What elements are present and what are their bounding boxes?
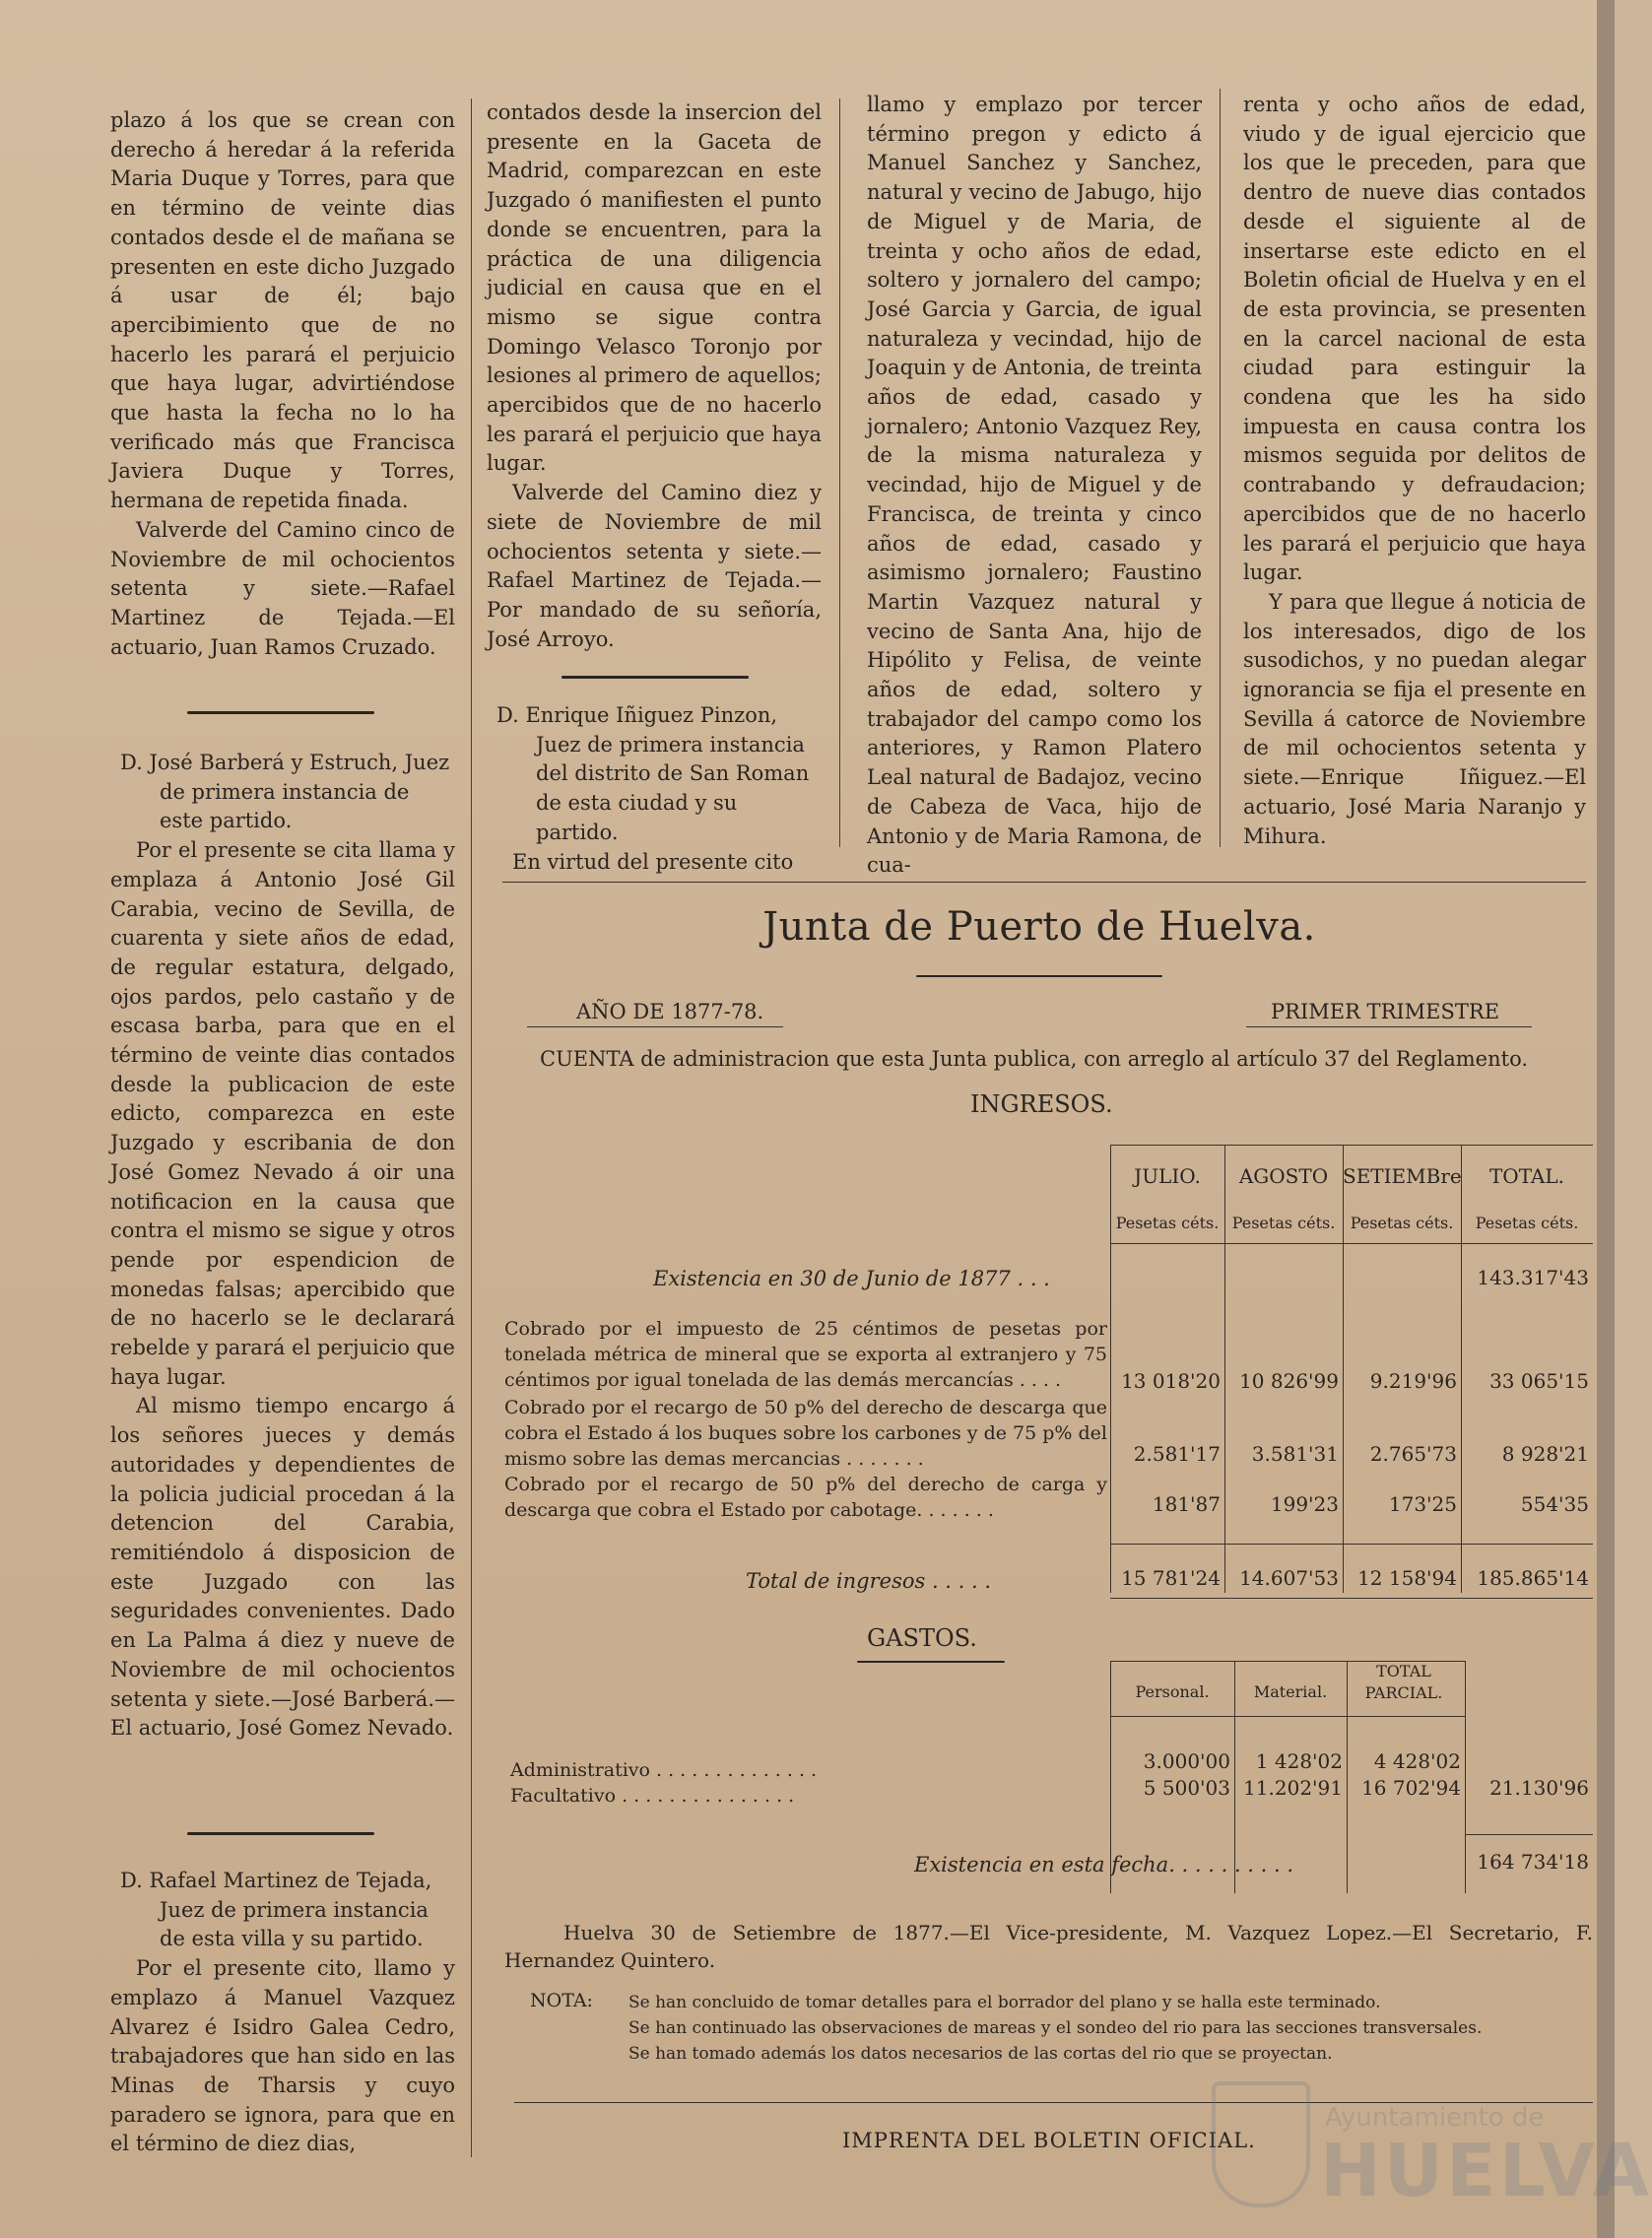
- unit-label: Pesetas céts.: [1475, 1214, 1579, 1232]
- total-ingresos-label: Total de ingresos . . . . .: [746, 1569, 992, 1593]
- col2-edict-heading: D. Enrique Iñiguez Pinzon, Juez de primera instancia del distrito de San Roman de esta ciudad y su partido.: [496, 703, 810, 844]
- ayuntamiento-watermark: [1212, 2064, 1652, 2231]
- col1-edict-heading-3: D. Rafael Martinez de Tejada, Juez de primera instancia de esta villa y su partido.: [120, 1869, 432, 1951]
- col-header-total: TOTAL.: [1488, 1164, 1565, 1188]
- ingresos-heading: INGRESOS.: [970, 1090, 1113, 1118]
- existencia-label: Existencia en 30 de Junio de 1877 . . .: [653, 1267, 1050, 1290]
- gcol-material: Material.: [1253, 1682, 1328, 1701]
- existencia-fecha: 164 734'18: [1477, 1850, 1589, 1874]
- total-setiembre: 12 158'94: [1357, 1566, 1457, 1590]
- col3-paragraph-1: llamo y emplazo por tercer término pregon y edicto á Manuel Sanchez y Sanchez, natural y vecino de Jabugo, hijo de Miguel y de Maria, de treinta y ocho años de edad, soltero y jornalero del campo; José Garcia y Garcia, de igual naturaleza y vecindad, hijo de Joaquin y de Antonia, de treinta años de edad, casado y jornalero; Antonio Vazquez Rey, de la misma naturaleza y vecindad, hijo de Miguel y de Francisca, de treinta y cinco años de edad, casado y asimismo jornalero; Faustino Martin Vazquez natural y vecino de Santa Ana, hijo de Hipólito y Felisa, de veinte años de edad, soltero y trabajador del campo como los anteriores, y Ramon Platero Leal natural de Badajoz, vecino de Cabeza de Vaca, hijo de Antonio y de Maria Ramona, de cua-: [867, 93, 1202, 878]
- column-rule: [839, 99, 840, 847]
- unit-label: Pesetas céts.: [1350, 1214, 1454, 1232]
- admin-material: 1 428'02: [1255, 1749, 1343, 1773]
- nota-line-1: Se han concluido de tomar detalles para el borrador del plano y se halla este terminado.: [628, 1993, 1381, 2012]
- row2-label: Cobrado por el recargo de 50 p% del derecho de descarga que cobra el Estado á los buques sobre los carbones y de 75 p% del mismo sobre las demas mercancias . . . . . . .: [504, 1397, 1107, 1470]
- col1-paragraph-4: Al mismo tiempo encargo á los señores jueces y demás autoridades y dependientes de la policia judicial procedan á la detencion del Carabia, remitiéndolo á disposicion de este Juzgado con las seguridades convenientes. Dado en La Palma á diez y nueve de Noviembre de mil ochocientos setenta y siete.—José Barberá.—El actuario, José Gomez Nevado.: [110, 1394, 455, 1741]
- admin-total: 4 428'02: [1373, 1749, 1461, 1773]
- col-header-julio: JULIO.: [1134, 1164, 1201, 1188]
- gastos-header-rule: [1110, 1716, 1465, 1717]
- section-rule: [502, 882, 1586, 883]
- admin-label: Administrativo . . . . . . . . . . . . . .: [510, 1759, 818, 1781]
- row1-agosto: 10 826'99: [1239, 1369, 1339, 1393]
- col1-paragraph-1: plazo á los que se crean con derecho á heredar á la referida Maria Duque y Torres, para que en término de veinte dias contados desde el de mañana se presenten en este dicho Juzgado á usar de él; bajo apercibimiento que de no hacerlo les parará el perjuicio que haya lugar, advirtiéndose que hasta la fecha no lo ha verificado más que Francisca Javiera Duque y Torres, hermana de repetida finada.: [110, 108, 455, 513]
- col1-paragraph-5: Por el presente cito, llamo y emplazo á Manuel Vazquez Alvarez é Isidro Galea Cedro, trabajadores que han sido en las Minas de Tharsis y cuyo paradero se ignora, para que en el término de diez dias,: [110, 1956, 455, 2156]
- col1-signature-1: Valverde del Camino cinco de Noviembre de mil ochocientos setenta y siete.—Rafael Martinez de Tejada.—El actuario, Juan Ramos Cruzado.: [110, 517, 455, 659]
- column-rule: [1220, 89, 1221, 847]
- nota-line-3: Se han tomado además los datos necesarios de las cortas del rio que se proyectan.: [628, 2044, 1333, 2064]
- unit-label: Pesetas céts.: [1115, 1214, 1220, 1232]
- col1-paragraph-3: Por el presente se cita llama y emplaza á Antonio José Gil Carabia, vecino de Sevilla, de cuarenta y siete años de edad, de regular estatura, delgado, ojos pardos, pelo castaño y de escasa barba, para que en el término de veinte dias contados desde la publicacion de este edicto, comparezca en este Juzgado y escribania de don José Gomez Nevado á oir una notificacion en la causa que contra el mismo se sigue y otros pende por espendicion de monedas falsas; apercibido que de no hacerlo se le declarará rebelde y parará el perjuicio que haya lugar.: [110, 838, 455, 1389]
- quarter-underline: [1246, 1026, 1532, 1027]
- account-statement: CUENTA de administracion que esta Junta publica, con arreglo al artículo 37 del Reglamento.: [540, 1047, 1529, 1071]
- gastos-ornament: [857, 1661, 1005, 1663]
- existencia-fecha-label: Existencia en esta fecha. . . . . . . . . .: [914, 1853, 1294, 1876]
- row1-setiembre: 9.219'96: [1369, 1369, 1457, 1393]
- divider-ornament: [187, 1832, 374, 1835]
- col1-edict-heading-2: D. José Barberá y Estruch, Juez de primera instancia de este partido.: [120, 751, 450, 833]
- total-julio: 15 781'24: [1121, 1566, 1221, 1590]
- column-rule: [471, 99, 472, 2157]
- column-4: [1243, 91, 1586, 851]
- total-agosto: 14.607'53: [1239, 1566, 1339, 1590]
- signature-line: Huelva 30 de Setiembre de 1877.—El Vice-presidente, M. Vazquez Lopez.—El Secretario, F. Hernandez Quintero.: [504, 1921, 1593, 1972]
- row3-setiembre: 173'25: [1388, 1492, 1457, 1516]
- divider-ornament: [187, 711, 374, 714]
- row2-julio: 2.581'17: [1133, 1442, 1221, 1466]
- unit-label: Pesetas céts.: [1231, 1214, 1336, 1232]
- column-1: [110, 106, 455, 662]
- row1-label: Cobrado por el impuesto de 25 céntimos de pesetas por tonelada métrica de mineral que se exporta al extranjero y 75 céntimos por igual tonelada de las demás mercancías . . . .: [504, 1318, 1107, 1391]
- facult-personal: 5 500'03: [1143, 1776, 1230, 1800]
- table-top-rule: [1110, 1145, 1593, 1146]
- gcol-personal: Personal.: [1135, 1682, 1210, 1701]
- fiscal-year: AÑO DE 1877-78.: [576, 1000, 764, 1023]
- gastos-total: 21.130'96: [1489, 1776, 1589, 1800]
- facult-label: Facultativo . . . . . . . . . . . . . . .: [510, 1785, 795, 1807]
- col4-paragraph-2: Y para que llegue á noticia de los interesados, digo de los susodichos, y no puedan alegar ignorancia se fija el presente en Sevilla á catorce de Noviembre de mil ochocientos setenta y siete.—Enrique Iñiguez.—El actuario, José Maria Naranjo y Mihura.: [1243, 589, 1586, 848]
- row3-agosto: 199'23: [1270, 1492, 1339, 1516]
- col-header-setiembre: SETIEMBre: [1343, 1164, 1462, 1188]
- col2-signature: Valverde del Camino diez y siete de Noviembre de mil ochocientos setenta y siete.—Rafael Martinez de Tejada.—Por mandado de su señoría, José Arroyo.: [487, 481, 822, 651]
- facult-total: 16 702'94: [1361, 1776, 1461, 1800]
- ingresos-bottom-rule: [1110, 1598, 1593, 1599]
- nota-line-2: Se han continuado las observaciones de mareas y el sondeo del rio para las secciones transversales.: [628, 2018, 1483, 2038]
- column-3: [867, 91, 1202, 881]
- total-total: 185.865'14: [1477, 1566, 1589, 1590]
- fiscal-year-underline: [527, 1026, 783, 1027]
- subtotal-rule: [1110, 1544, 1593, 1545]
- gastos-bottom-rule: [1465, 1834, 1593, 1835]
- column-2: [487, 99, 822, 654]
- row1-total: 33 065'15: [1489, 1369, 1589, 1393]
- row3-julio: 181'87: [1152, 1492, 1221, 1516]
- header-rule: [1110, 1243, 1593, 1244]
- row1-julio: 13 018'20: [1121, 1369, 1221, 1393]
- col-header-agosto: AGOSTO: [1238, 1164, 1329, 1188]
- row2-setiembre: 2.765'73: [1369, 1442, 1457, 1466]
- gastos-heading: GASTOS.: [867, 1624, 977, 1652]
- existencia-total: 143.317'43: [1477, 1266, 1589, 1289]
- admin-personal: 3.000'00: [1143, 1749, 1230, 1773]
- column-1-edict-3: [110, 1867, 455, 2159]
- column-1-edict-2: [110, 749, 455, 1744]
- row2-agosto: 3.581'31: [1251, 1442, 1339, 1466]
- printer-footer: IMPRENTA DEL BOLETIN OFICIAL.: [842, 2129, 1256, 2152]
- page-edge: [1597, 0, 1615, 2238]
- column-2-edict-2: [487, 701, 822, 877]
- col4-paragraph-1: renta y ocho años de edad, viudo y de igual ejercicio que los que le preceden, para que dentro de nueve dias contados desde el siguiente al de insertarse este edicto en el Boletin oficial de Huelva y en el de esta provincia, se presenten en la carcel nacional de esta ciudad para estinguir la condena que les ha sido impuesta en causa contra los mismos seguida por delitos de contrabando y defraudacion; apercibidos que de no hacerlo les parará el perjuicio que haya lugar.: [1243, 93, 1586, 585]
- row3-total: 554'35: [1520, 1492, 1589, 1516]
- facult-material: 11.202'91: [1243, 1776, 1343, 1800]
- col2-paragraph-1: contados desde la insercion del presente en la Gaceta de Madrid, comparezcan en este Juzgado ó manifiesten el punto donde se encuentren, para la práctica de una diligencia judicial en causa que en el mismo se sigue contra Domingo Velasco Toronjo por lesiones al primero de aquellos; apercibidos que de no hacerlo les parará el perjuicio que haya lugar.: [487, 100, 822, 476]
- row2-total: 8 928'21: [1501, 1442, 1589, 1466]
- watermark-title: HUELVA: [1320, 2129, 1652, 2213]
- row3-label: Cobrado por el recargo de 50 p% del derecho de carga y descarga que cobra el Estado por cabotage. . . . . . .: [504, 1474, 1107, 1521]
- divider-ornament: [562, 676, 749, 679]
- junta-title: Junta de Puerto de Huelva.: [762, 904, 1316, 950]
- watermark-subtitle: Ayuntamiento de: [1325, 2103, 1545, 2133]
- gcol-total-parcial: TOTAL PARCIAL.: [1364, 1662, 1443, 1702]
- city-shield-icon: [1212, 2081, 1310, 2207]
- title-ornament: [916, 975, 1162, 977]
- quarter-label: PRIMER TRIMESTRE: [1271, 1000, 1500, 1023]
- col2-paragraph-3: En virtud del presente cito: [512, 849, 794, 874]
- nota-label: NOTA:: [530, 1990, 593, 2011]
